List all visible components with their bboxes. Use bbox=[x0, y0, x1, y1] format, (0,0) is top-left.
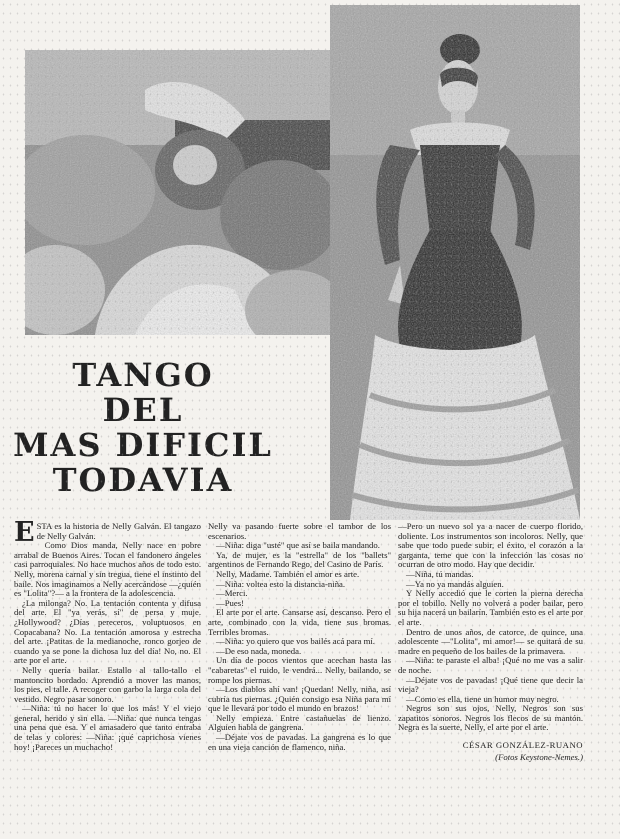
paragraph: —Niña, tú mandas. bbox=[406, 568, 474, 579]
paragraph: Un día de pocos vientos que acechan hasta las "cabaretas" el ruido, le vendrá... Nelly, bailando, se rompe los piernas. bbox=[208, 655, 391, 685]
headline bbox=[12, 358, 274, 498]
article-column-2 bbox=[208, 522, 391, 752]
paragraph: ¿La milonga? No. La tentación contenta y difusa del arte. El "ya verás, sí" de persa y muje. ¿Hollywood? ¿Días pereceros, voluptuosos en Copacabana? No. La tentación amorosa y estrecha del arte. ¡Patitas de la medianoche, ronco gorjeo de cuando ya se pone la dichosa luz del día! No, no. El arte por el arte. bbox=[14, 597, 201, 666]
paragraph: —Ya no ya mandás alguien. bbox=[406, 578, 504, 589]
paragraph: —Niña: yo quiero que vos bailés acá para mí. bbox=[216, 636, 375, 647]
article-column-1 bbox=[14, 517, 201, 752]
byline: CÉSAR GONZÁLEZ-RUANO bbox=[462, 740, 583, 751]
paragraph: —Los diablos ahí van! ¡Quedan! Nelly, niña, así cubría tus piernas. ¿Quién consigo esa Niña para mí que le llevará por todo el mundo en brazos! bbox=[208, 684, 391, 714]
paragraph: —Déjate vos de pavadas! ¡Qué tiene que decir la vieja? bbox=[398, 674, 583, 695]
paragraph bbox=[14, 517, 201, 548]
photo-left-image bbox=[25, 50, 330, 335]
paragraph: El arte por el arte. Cansarse así, descanso. Pero el arte, combinado con la vida, tiene sus bromas. Terribles bromas. bbox=[208, 607, 391, 637]
paragraph: —Como es ella, tiene un humor muy negro. bbox=[406, 693, 559, 704]
paragraph: —Pero un nuevo sol ya a nacer de cuerpo florido, doliente. Los instrumentos son incoloros. Nelly, que sabe que todo puede subir, el éxito, el corazón a la garganta, teme que con la infección las cosas no ocurran de otro modo. Hay que decidir. bbox=[398, 521, 583, 570]
paragraph: Y Nelly accedió que le corten la pierna derecha por el tobillo. Nelly no volverá a poder bailar, pero su hija nacerá un bailarín. También esto es el arte por el arte. bbox=[398, 588, 583, 627]
paragraph: Nelly, Madame. También el amor es arte. bbox=[216, 568, 360, 579]
paragraph: Nelly empieza. Entre castañuelas de lienzo. Alguien habla de gangrena. bbox=[208, 712, 391, 733]
paragraph: —Niña: tú no hacer lo que los más! Y el viejo general, herido y sin ella. —Niña: que nunca tengas una pena que esa. Y el amasadero que tanto entraba de telas y colores: —Niña: ¡qué caprichosa vienes hoy! ¡Pareces un muchacho! bbox=[14, 703, 201, 752]
paragraph: —Déjate vos de pavadas. La gangrena es lo que en una vieja canción de flamenco, niña. bbox=[208, 732, 391, 752]
paragraph: Ya, de mujer, es la "estrella" de los "ballets" argentinos de Fernando Rego, del Casino de París. bbox=[208, 549, 391, 570]
drop-cap: E bbox=[14, 517, 35, 548]
photo-right-image bbox=[330, 5, 580, 520]
paragraph: Negros son sus ojos, Nelly, Negros son sus zapatitos sonoros. Negros los flecos de su mantón. Negra es la suerte, Nelly, el arte por el arte. bbox=[398, 703, 583, 733]
paragraph-text: STA es la historia de Nelly Galván. El tangazo de Nelly Galván. bbox=[36, 521, 201, 541]
paragraph: —Niña: te paraste el alba! ¡Qué no me vas a salir de noche. bbox=[398, 655, 583, 675]
headline-line-2: DEL bbox=[102, 391, 184, 429]
paragraph: Nelly va pasando fuerte sobre el tambor de los escenarios. bbox=[208, 521, 391, 541]
headline-line-4: TODAVIA bbox=[52, 461, 234, 499]
photo-credit: (Fotos Keystone-Nemes.) bbox=[495, 751, 583, 762]
paragraph: Nelly quería bailar. Estallo al tallo-tallo el mantoncito bordado. Aprendió a mover las manos, los pies, el talle. A recoger con garbo la larga cola del vestido. Negro pasar sonoro. bbox=[14, 664, 201, 704]
paragraph: Como Dios manda, Nelly nace en pobre arrabal de Buenos Aires. Tocan el fandonero ángeles casi parroquiales. No hace muchos años de todo esto. Nelly, morena carnal y sin tregua, tiene el instinto del baile. Nos imaginamos a Nelly acercándose —¿quién es "Lolita"?— a la frontera de la adolescencia. bbox=[14, 540, 201, 599]
paragraph: —Merci. bbox=[216, 588, 248, 599]
headline-line-1: TANGO bbox=[72, 356, 214, 394]
photo-dancer-flamenco bbox=[330, 5, 580, 520]
paragraph: —Niña: voltea esto la distancia-niña. bbox=[216, 578, 346, 589]
paragraph: —Pues! bbox=[216, 597, 244, 608]
paragraph: Dentro de unos años, de catorce, de quince, una adolescente —"Lolita", mi amor!— se quitará de su madre en pequeño de los bailes de la primavera. bbox=[398, 626, 583, 656]
headline-line-3: MAS DIFICIL bbox=[13, 426, 273, 464]
paragraph: —Niña: diga "usté" que así se baila mandando. bbox=[216, 540, 380, 551]
paragraph: —De eso nada, moneda. bbox=[216, 645, 302, 656]
article-column-3 bbox=[398, 522, 583, 762]
photo-dancer-crowd bbox=[25, 50, 330, 335]
